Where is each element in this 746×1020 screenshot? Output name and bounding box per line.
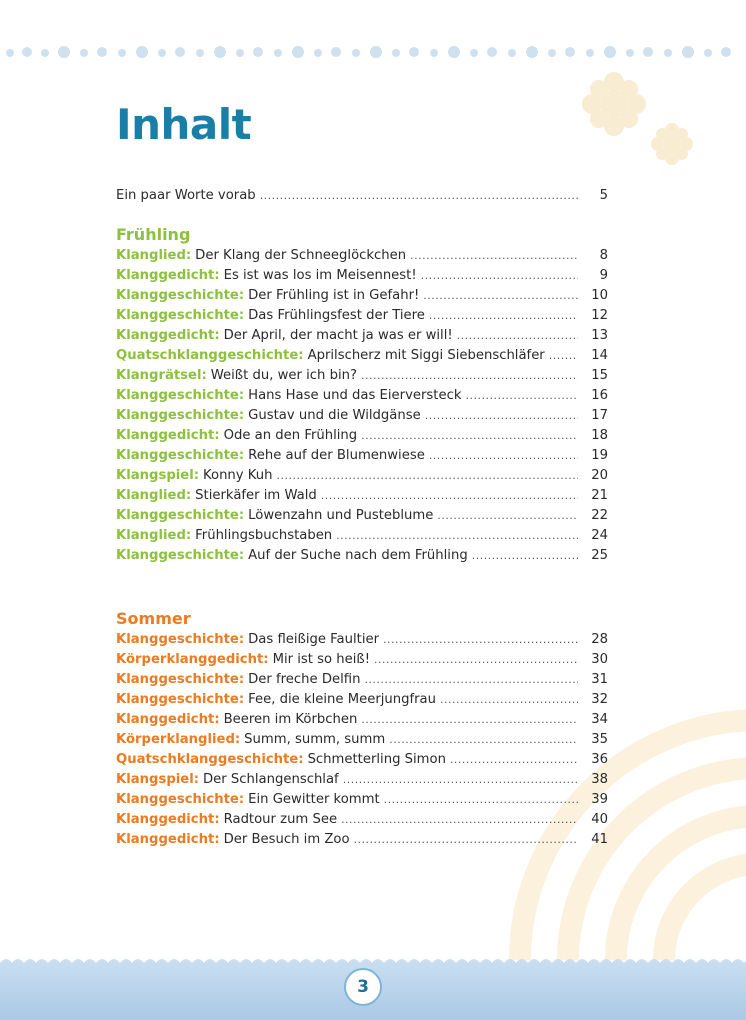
- entry-page: 25: [591, 548, 608, 563]
- entry-label: Klanglied:: [116, 488, 192, 503]
- toc-entry[interactable]: [116, 630, 608, 650]
- entry-label: Klanggeschichte:: [116, 448, 245, 463]
- toc-entry[interactable]: [116, 386, 608, 406]
- entry-label: Klanggeschichte:: [116, 672, 245, 687]
- dot-leader: [437, 506, 578, 526]
- toc-entry[interactable]: [116, 266, 608, 286]
- entry-label: Klanglied:: [116, 248, 192, 263]
- dot-leader: [425, 406, 578, 426]
- entry-page: 21: [591, 488, 608, 503]
- table-of-contents: [116, 186, 608, 850]
- entry-title: Der Besuch im Zoo: [223, 832, 350, 847]
- dot-leader: [440, 690, 578, 710]
- entry-label: Klanggedicht:: [116, 832, 220, 847]
- entry-page: 10: [591, 288, 608, 303]
- entry-label: Klanggeschichte:: [116, 308, 245, 323]
- page-number-badge: 3: [344, 968, 382, 1006]
- entry-label: Klanggedicht:: [116, 268, 220, 283]
- entry-title: Ein Gewitter kommt: [248, 792, 380, 807]
- entry-page: 35: [591, 732, 608, 747]
- dot-leader: [457, 326, 578, 346]
- entry-page: 19: [591, 448, 608, 463]
- entry-label: Quatschklanggeschichte:: [116, 348, 304, 363]
- entry-title: Das fleißige Faultier: [248, 632, 380, 647]
- entry-label: Körperklanglied:: [116, 732, 241, 747]
- dot-leader: [260, 186, 578, 206]
- entry-title: Radtour zum See: [223, 812, 338, 827]
- spring-entries: [116, 246, 608, 566]
- entry-page: 20: [591, 468, 608, 483]
- dot-leader: [364, 670, 578, 690]
- entry-page: 9: [599, 268, 608, 283]
- entry-page: 24: [591, 528, 608, 543]
- toc-entry[interactable]: [116, 750, 608, 770]
- entry-label: Klangspiel:: [116, 772, 200, 787]
- toc-entry[interactable]: [116, 690, 608, 710]
- toc-entry[interactable]: [116, 790, 608, 810]
- entry-page: 30: [591, 652, 608, 667]
- entry-label: Klanggeschichte:: [116, 548, 245, 563]
- entry-label: Klanggeschichte:: [116, 632, 245, 647]
- section-heading-spring: Frühling: [116, 225, 191, 244]
- entry-title: Konny Kuh: [203, 468, 273, 483]
- entry-page: 28: [591, 632, 608, 647]
- entry-page: 13: [591, 328, 608, 343]
- toc-entry[interactable]: [116, 426, 608, 446]
- entry-title: Schmetterling Simon: [307, 752, 446, 767]
- entry-page: 39: [591, 792, 608, 807]
- top-dotted-border: [0, 40, 746, 66]
- entry-title: Frühlingsbuchstaben: [195, 528, 333, 543]
- toc-entry[interactable]: [116, 730, 608, 750]
- entry-label: Klanggeschichte:: [116, 288, 245, 303]
- dot-leader: [423, 286, 578, 306]
- dot-leader: [421, 266, 578, 286]
- dot-leader: [549, 346, 578, 366]
- entry-title: Der Klang der Schneeglöckchen: [195, 248, 407, 263]
- dot-leader: [384, 790, 578, 810]
- dot-leader: [472, 546, 578, 566]
- toc-entry[interactable]: [116, 346, 608, 366]
- entry-page: 5: [599, 188, 608, 203]
- toc-entry[interactable]: [116, 446, 608, 466]
- toc-entry[interactable]: [116, 406, 608, 426]
- dot-leader: [383, 630, 578, 650]
- toc-entry[interactable]: [116, 366, 608, 386]
- toc-entry[interactable]: [116, 326, 608, 346]
- entry-page: 32: [591, 692, 608, 707]
- entry-page: 41: [591, 832, 608, 847]
- dot-leader: [361, 366, 578, 386]
- entry-title: Beeren im Körbchen: [223, 712, 358, 727]
- entry-title: Stierkäfer im Wald: [195, 488, 317, 503]
- entry-label: Klangspiel:: [116, 468, 200, 483]
- entry-page: 38: [591, 772, 608, 787]
- entry-page: 40: [591, 812, 608, 827]
- entry-title: Rehe auf der Blumenwiese: [248, 448, 425, 463]
- dot-leader: [429, 306, 578, 326]
- toc-entry[interactable]: [116, 770, 608, 790]
- entry-title: Es ist was los im Meisennest!: [223, 268, 417, 283]
- toc-entry[interactable]: [116, 650, 608, 670]
- entry-page: 17: [591, 408, 608, 423]
- entry-title: Fee, die kleine Meerjungfrau: [248, 692, 436, 707]
- toc-entry[interactable]: [116, 306, 608, 326]
- dot-leader: [410, 246, 578, 266]
- dot-leader: [389, 730, 578, 750]
- entry-page: 18: [591, 428, 608, 443]
- entry-label: Körperklanggedicht:: [116, 652, 269, 667]
- entry-title: Weißt du, wer ich bin?: [210, 368, 357, 383]
- entry-title: Aprilscherz mit Siggi Siebenschläfer: [307, 348, 545, 363]
- toc-entry[interactable]: [116, 506, 608, 526]
- entry-page: 31: [591, 672, 608, 687]
- entry-title: Löwenzahn und Pusteblume: [248, 508, 434, 523]
- entry-page: 14: [591, 348, 608, 363]
- toc-entry[interactable]: [116, 830, 608, 850]
- entry-title: Gustav und die Wildgänse: [248, 408, 421, 423]
- entry-title: Summ, summ, summ: [244, 732, 386, 747]
- dot-leader: [336, 526, 578, 546]
- dot-leader: [343, 770, 578, 790]
- entry-label: Klanggedicht:: [116, 328, 220, 343]
- entry-page: 22: [591, 508, 608, 523]
- entry-label: Klanggedicht:: [116, 812, 220, 827]
- toc-entry[interactable]: [116, 670, 608, 690]
- dot-leader: [321, 486, 578, 506]
- flower-icon: [651, 123, 693, 165]
- entry-page: 8: [599, 248, 608, 263]
- entry-page: 15: [591, 368, 608, 383]
- entry-label: Klanggeschichte:: [116, 792, 245, 807]
- dot-leader: [361, 426, 578, 446]
- entry-label: Klanggeschichte:: [116, 408, 245, 423]
- toc-entry-intro[interactable]: [116, 186, 608, 206]
- page-title: Inhalt: [116, 100, 252, 149]
- entry-label: Klangrätsel:: [116, 368, 207, 383]
- toc-entry[interactable]: [116, 546, 608, 566]
- entry-title: Der April, der macht ja was er will!: [223, 328, 453, 343]
- dot-leader: [341, 810, 578, 830]
- entry-page: 34: [591, 712, 608, 727]
- toc-entry[interactable]: [116, 526, 608, 546]
- entry-page: 36: [591, 752, 608, 767]
- toc-entry[interactable]: [116, 486, 608, 506]
- toc-entry[interactable]: [116, 710, 608, 730]
- dot-leader: [354, 830, 578, 850]
- entry-title: Auf der Suche nach dem Frühling: [248, 548, 468, 563]
- entry-title: Der Schlangenschlaf: [203, 772, 339, 787]
- entry-title: Hans Hase und das Eierversteck: [248, 388, 462, 403]
- dot-leader: [429, 446, 578, 466]
- entry-page: 12: [591, 308, 608, 323]
- summer-entries: [116, 630, 608, 850]
- entry-label: Klanggeschichte:: [116, 508, 245, 523]
- entry-title: Das Frühlingsfest der Tiere: [248, 308, 425, 323]
- entry-title: Ein paar Worte vorab: [116, 188, 256, 203]
- dot-leader: [374, 650, 578, 670]
- entry-label: Quatschklanggeschichte:: [116, 752, 304, 767]
- entry-label: Klanggedicht:: [116, 428, 220, 443]
- dot-leader: [277, 466, 579, 486]
- entry-label: Klanggeschichte:: [116, 388, 245, 403]
- toc-entry[interactable]: [116, 246, 608, 266]
- dot-leader: [361, 710, 578, 730]
- entry-title: Mir ist so heiß!: [272, 652, 371, 667]
- section-heading-summer: Sommer: [116, 609, 191, 628]
- entry-label: Klanggedicht:: [116, 712, 220, 727]
- entry-title: Der freche Delfin: [248, 672, 361, 687]
- flower-icon: [582, 72, 646, 136]
- entry-title: Ode an den Frühling: [223, 428, 358, 443]
- entry-page: 16: [591, 388, 608, 403]
- entry-title: Der Frühling ist in Gefahr!: [248, 288, 420, 303]
- entry-label: Klanggeschichte:: [116, 692, 245, 707]
- toc-entry[interactable]: [116, 286, 608, 306]
- dot-leader: [465, 386, 578, 406]
- entry-label: Klanglied:: [116, 528, 192, 543]
- toc-entry[interactable]: [116, 466, 608, 486]
- toc-entry[interactable]: [116, 810, 608, 830]
- dot-leader: [450, 750, 578, 770]
